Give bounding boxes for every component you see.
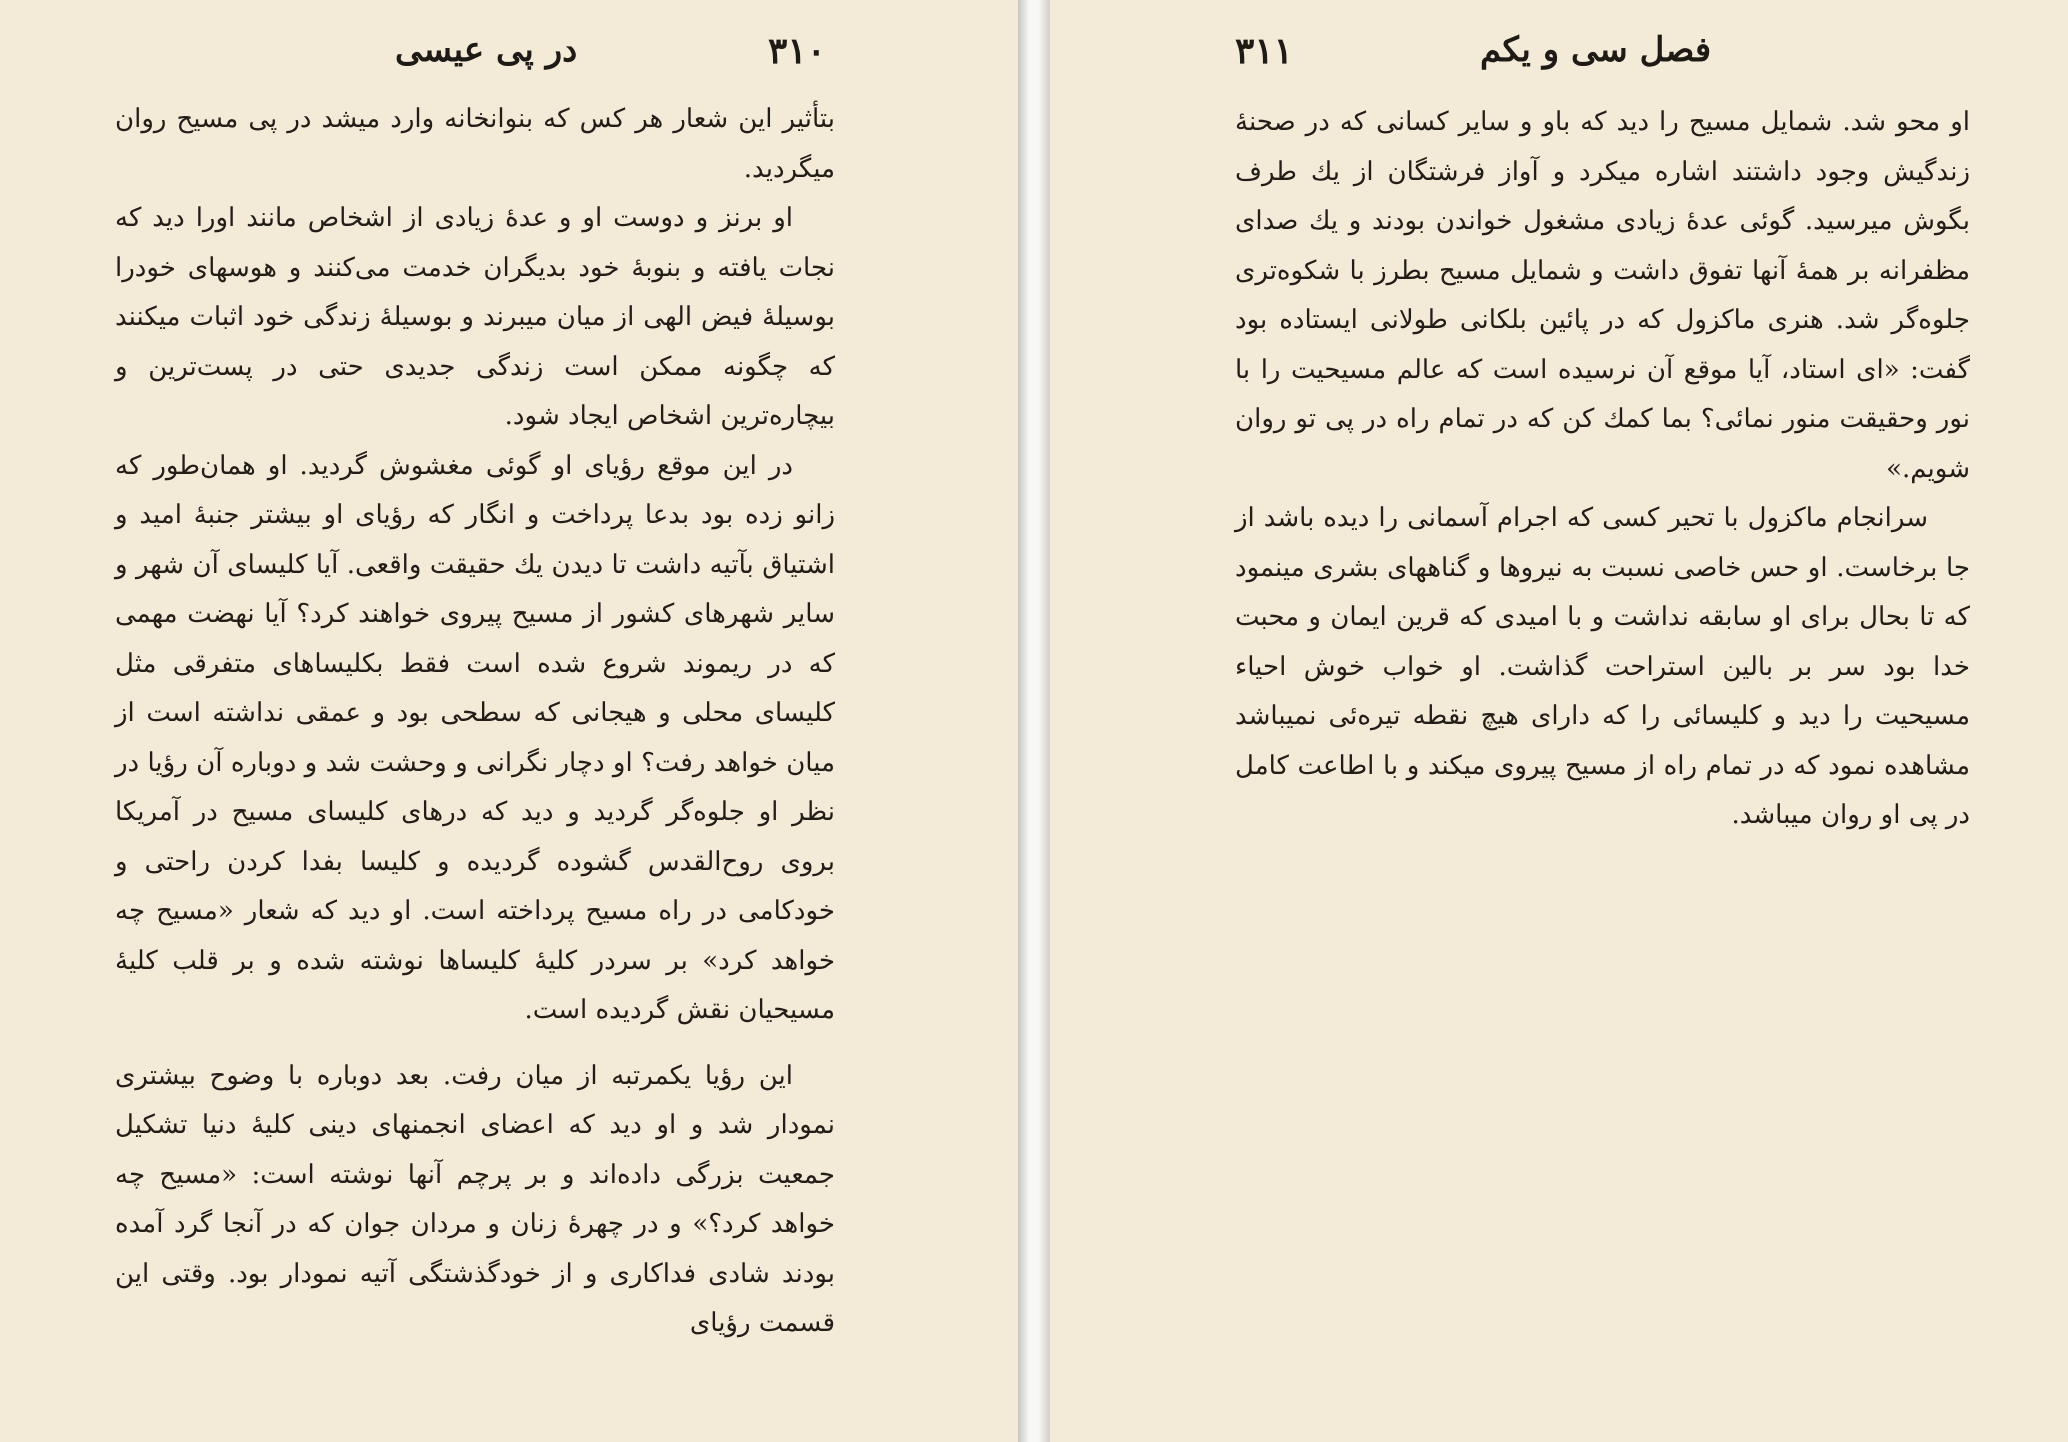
right-page-number: ۳۱۱ — [1235, 30, 1294, 72]
right-page — [1050, 0, 2068, 1442]
paragraph: سرانجام ماکزول با تحیر کسی که اجرام آسمانی را دیده باشد از جا برخاست. او حس خاصی نسبت به نیروها و گناههای بشری مینمود که تا بحال برای او سابقه نداشت و با امیدی که قرین ایمان و محبت خدا بود سر بر بالین استراحت گذاشت. او خواب خوش احیاء مسیحیت را دید و کلیسائی را که دارای هیچ نقطه تیره‌ئی نمیباشد مشاهده نمود که در تمام راه از مسیح پیروی میکند و با اطاعت کامل در پی او روان میباشد. — [1235, 503, 1970, 830]
left-page — [0, 0, 1018, 1442]
left-running-title: در پی عیسی — [395, 30, 578, 70]
book-gutter — [1018, 0, 1050, 1442]
paragraph: او برنز و دوست او و عدهٔ زیادی از اشخاص مانند اورا دید که نجات یافته و بنوبهٔ خود بدیگران خدمت می‌کنند و هوسهای خودرا بوسیلهٔ فیض الهی از میان میبرند و بوسیلهٔ زندگی خود اثبات میکنند که چگونه ممکن است زندگی جدیدی حتی در پست‌ترین و بیچاره‌ترین اشخاص ایجاد شود. — [115, 203, 835, 431]
left-page-number: ۳۱۰ — [768, 30, 827, 72]
right-running-title: فصل سی و یکم — [1480, 30, 1712, 70]
paragraph: او محو شد. شمایل مسیح را دید که باو و سایر کسانی که در صحنهٔ زندگیش وجود داشتند اشاره میکرد و آواز فرشتگان از یك طرف بگوش میرسید. گوئی عدهٔ زیادی مشغول خواندن بودند و یك صدای مظفرانه بر همهٔ آنها تفوق داشت و شمایل مسیح بطرز با شکوه‌تری جلوه‌گر شد. هنری ماکزول که در پائین بلکانی طولانی ایستاده بود گفت: «ای استاد، آیا موقع آن نرسیده است که عالم مسیحیت را با نور وحقیقت منور نمائی؟ بما کمك کن که در تمام راه در پی تو روان شویم.» — [1235, 107, 1970, 484]
paragraph: در این موقع رؤیای او گوئی مغشوش گردید. او همان‌طور که زانو زده بود بدعا پرداخت و انگار که رؤیای او بیشتر جنبهٔ امید و اشتیاق بآتیه داشت تا دیدن یك حقیقت واقعی. آیا کلیسای آن شهر و سایر شهرهای کشور از مسیح پیروی خواهند کرد؟ آیا نهضت مهمی که در ریموند شروع شده است فقط بکلیساهای متفرقی مثل کلیسای محلی و هیجانی که سطحی بود و عمقی نداشته است از میان خواهد رفت؟ او دچار نگرانی و وحشت شد و دوباره آن رؤیا در نظر او جلوه‌گر گردید و دید که درهای کلیسای مسیح در آمریکا بروی روح‌القدس گشوده گردیده و کلیسا بفدا کردن راحتی و خودکامی در راه مسیح پرداخته است. او دید که شعار «مسیح چه خواهد کرد» بر سردر کلیهٔ کلیساها نوشته شده و بر قلب کلیهٔ مسیحیان نقش گردیده است. — [115, 450, 835, 1025]
right-page-body — [1235, 98, 1970, 841]
paragraph: بتأثیر این شعار هر کس که بنوانخانه وارد میشد در پی مسیح روان میگردید. — [115, 104, 835, 184]
paragraph: این رؤیا یکمرتبه از میان رفت. بعد دوباره با وضوح بیشتری نمودار شد و او دید که اعضای انجمنهای دینی کلیهٔ دنیا تشکیل جمعیت بزرگی داده‌اند و بر پرچم آنها نوشته است: «مسیح چه خواهد کرد؟» و در چهرهٔ زنان و مردان جوان که در آنجا گرد آمده بودند شادی فداکاری و از خودگذشتگی آتیه نمودار بود. وقتی این قسمت رؤیای — [115, 1060, 835, 1338]
left-page-body — [115, 95, 835, 1349]
